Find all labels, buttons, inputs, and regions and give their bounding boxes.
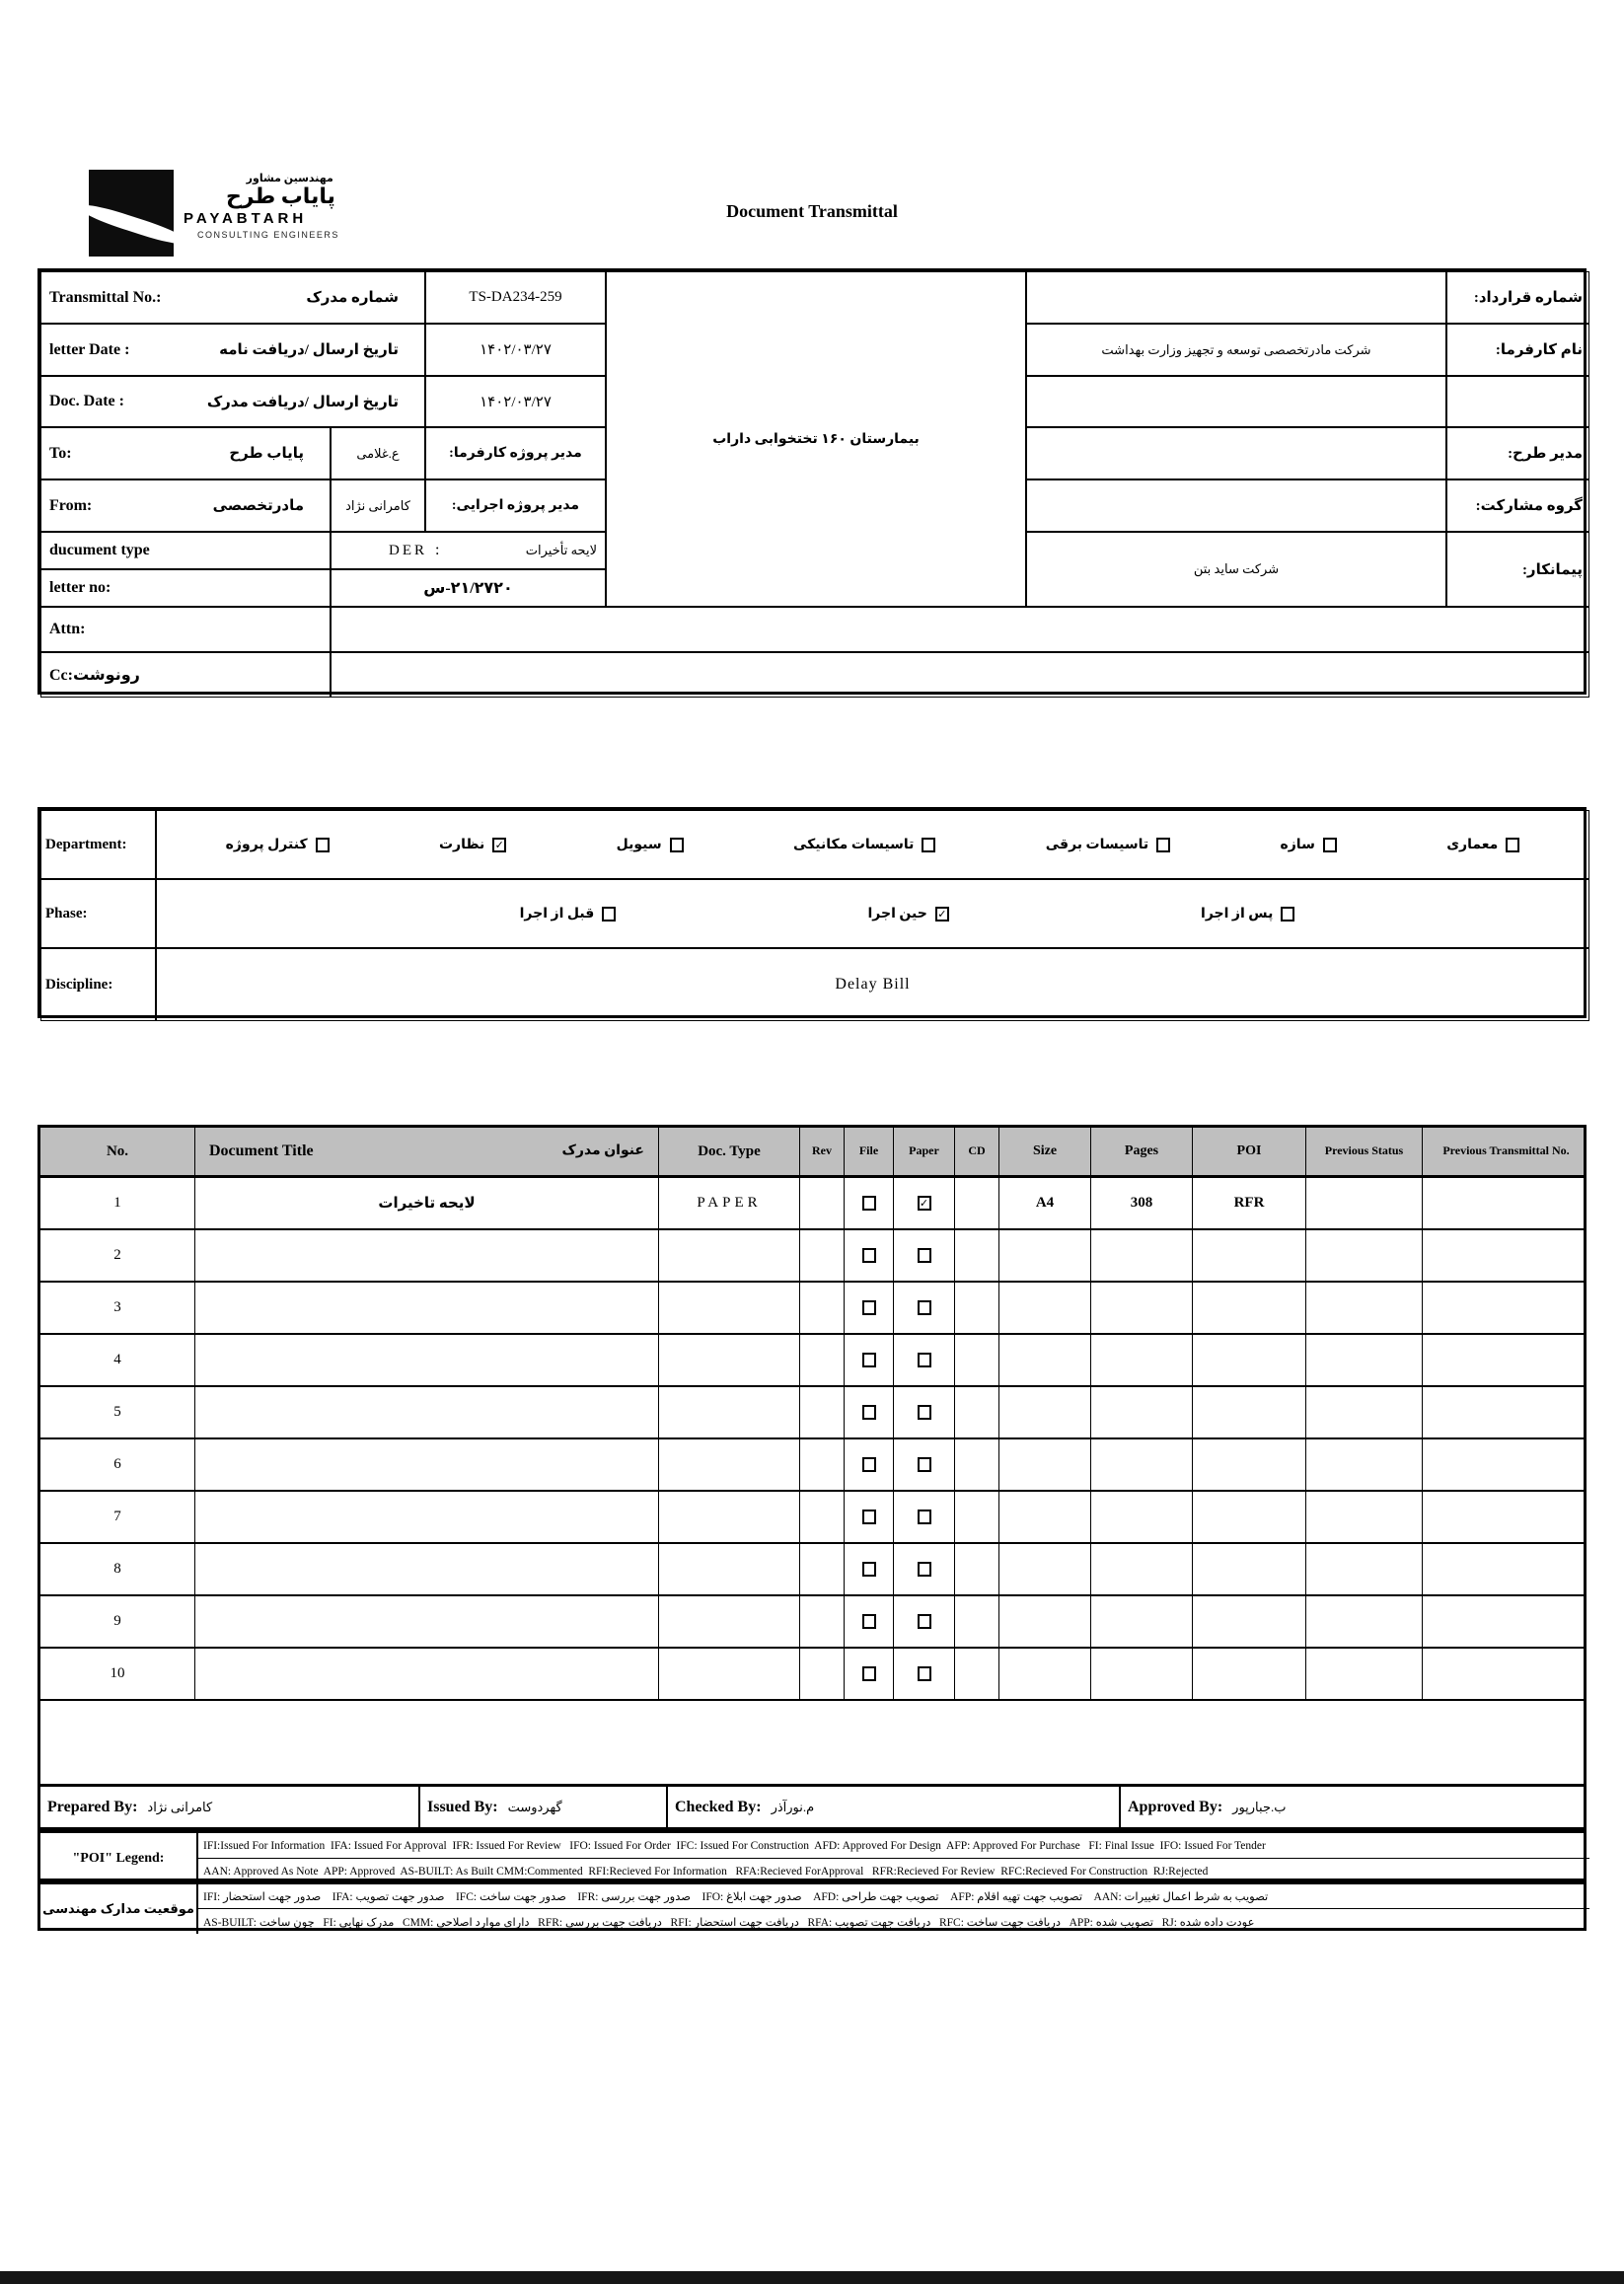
discipline-value: Delay Bill bbox=[156, 948, 1589, 1021]
logo-en-tagline: CONSULTING ENGINEERS bbox=[197, 230, 339, 241]
cell-no: 4 bbox=[40, 1335, 195, 1385]
doc-date-value: ۱۴۰۲/۰۳/۲۷ bbox=[425, 376, 606, 427]
cell-file bbox=[845, 1230, 894, 1281]
file-checkbox[interactable] bbox=[862, 1300, 876, 1315]
cell-doc-type bbox=[659, 1230, 800, 1281]
from-value: مادرتخصصی bbox=[212, 498, 304, 514]
attn-label: Attn: bbox=[40, 607, 331, 652]
phase-checkbox[interactable] bbox=[602, 907, 616, 921]
cell-paper bbox=[894, 1544, 955, 1594]
department-option bbox=[1280, 837, 1336, 853]
cell-rev bbox=[800, 1178, 845, 1228]
to-label: To: bbox=[49, 444, 72, 462]
cell-pages bbox=[1091, 1492, 1193, 1542]
header-pages: Pages bbox=[1091, 1128, 1193, 1175]
department-option-label: کنترل پروژه bbox=[225, 837, 308, 852]
cell-rev bbox=[800, 1335, 845, 1385]
department-option bbox=[1046, 837, 1170, 853]
documents-table-header bbox=[40, 1128, 1584, 1178]
client-name-label: نام کارفرما: bbox=[1446, 324, 1589, 376]
empty-cell bbox=[1026, 376, 1446, 427]
document-row bbox=[40, 1283, 1584, 1335]
transmittal-no-label-fa: شماره مدرک bbox=[306, 290, 399, 306]
document-row bbox=[40, 1230, 1584, 1283]
cell-previous-status bbox=[1306, 1544, 1423, 1594]
department-option-label: سازه bbox=[1280, 837, 1315, 852]
cell-previous-transmittal-no bbox=[1423, 1178, 1589, 1228]
letter-date-label-en: letter Date : bbox=[49, 340, 130, 358]
cell-previous-transmittal-no bbox=[1423, 1492, 1589, 1542]
paper-checkbox[interactable] bbox=[918, 1300, 931, 1315]
file-checkbox[interactable] bbox=[862, 1457, 876, 1472]
phase-option bbox=[520, 906, 617, 922]
paper-checkbox[interactable] bbox=[918, 1353, 931, 1367]
cell-paper bbox=[894, 1387, 955, 1437]
cell-no: 3 bbox=[40, 1283, 195, 1333]
cell-poi bbox=[1193, 1283, 1306, 1333]
paper-checkbox[interactable] bbox=[918, 1248, 931, 1263]
cell-size bbox=[999, 1335, 1091, 1385]
checked-by-name: م.نورآذر bbox=[771, 1799, 815, 1814]
cell-paper bbox=[894, 1596, 955, 1647]
cell-cd bbox=[955, 1596, 999, 1647]
cell-previous-transmittal-no bbox=[1423, 1283, 1589, 1333]
to-cell bbox=[40, 427, 331, 479]
file-checkbox[interactable] bbox=[862, 1510, 876, 1524]
cell-poi bbox=[1193, 1335, 1306, 1385]
cell-paper bbox=[894, 1335, 955, 1385]
approved-by-cell: Approved By: ب.جبارپور bbox=[1128, 1798, 1287, 1815]
header-poi: POI bbox=[1193, 1128, 1306, 1175]
poi-legend bbox=[37, 1830, 1587, 1881]
cell-file bbox=[845, 1544, 894, 1594]
department-checkbox[interactable] bbox=[492, 838, 506, 852]
document-row bbox=[40, 1649, 1584, 1701]
department-checkbox[interactable] bbox=[1323, 838, 1337, 852]
doc-type-colon: : bbox=[435, 542, 440, 558]
cell-document-title bbox=[195, 1596, 659, 1647]
cell-doc-type bbox=[659, 1544, 800, 1594]
cell-previous-transmittal-no bbox=[1423, 1596, 1589, 1647]
cell-paper bbox=[894, 1283, 955, 1333]
letter-no-label: letter no: bbox=[40, 569, 331, 607]
to-value: پایاب طرح bbox=[229, 446, 304, 462]
phase-option-label: پس از اجرا bbox=[1201, 906, 1274, 921]
cell-doc-type bbox=[659, 1492, 800, 1542]
document-row bbox=[40, 1492, 1584, 1544]
poi-legend-line2: AAN: Approved As Note APP: Approved AS-BUILT: As Built CMM:Commented RFI:Recieved For Information RFA:Recieved ForApproval RFR:Recieved For Review RFC:Recieved For Construction RJ:Rejected bbox=[203, 1866, 1209, 1878]
design-manager-label: مدیر طرح: bbox=[1446, 427, 1589, 479]
cell-pages bbox=[1091, 1230, 1193, 1281]
phase-checkbox[interactable] bbox=[1281, 907, 1294, 921]
cell-previous-status bbox=[1306, 1649, 1423, 1699]
cell-previous-transmittal-no bbox=[1423, 1439, 1589, 1490]
phase-option-label: قبل از اجرا bbox=[519, 906, 595, 921]
exec-pm-role-label: مدیر پروژه اجرایی: bbox=[425, 479, 606, 532]
transmittal-info-table bbox=[37, 268, 1587, 695]
classification-table bbox=[37, 807, 1587, 1018]
cell-poi bbox=[1193, 1492, 1306, 1542]
cell-document-title bbox=[195, 1439, 659, 1490]
attn-value-cell bbox=[331, 607, 1589, 652]
cell-pages bbox=[1091, 1387, 1193, 1437]
poi-legend-label: "POI" Legend: bbox=[40, 1833, 198, 1884]
cell-size bbox=[999, 1439, 1091, 1490]
cell-no: 9 bbox=[40, 1596, 195, 1647]
cell-pages bbox=[1091, 1544, 1193, 1594]
contract-no-value-cell bbox=[1026, 271, 1446, 324]
transmittal-no-value: TS-DA234-259 bbox=[425, 271, 606, 324]
cell-rev bbox=[800, 1596, 845, 1647]
cell-document-title bbox=[195, 1387, 659, 1437]
cell-no: 6 bbox=[40, 1439, 195, 1490]
cell-size bbox=[999, 1492, 1091, 1542]
client-name-value: شرکت مادرتخصصی توسعه و تجهیز وزارت بهداشت bbox=[1026, 324, 1446, 376]
cell-previous-transmittal-no bbox=[1423, 1230, 1589, 1281]
cell-previous-transmittal-no bbox=[1423, 1387, 1589, 1437]
header-file: File bbox=[845, 1128, 894, 1175]
checked-by-cell: Checked By: م.نورآذر bbox=[668, 1787, 1121, 1827]
cell-doc-type: PAPER bbox=[659, 1178, 800, 1228]
prepared-by-cell: Prepared By: کامرانی نژاد bbox=[40, 1787, 420, 1827]
cell-pages bbox=[1091, 1439, 1193, 1490]
department-checkbox[interactable] bbox=[1156, 838, 1170, 852]
cell-poi bbox=[1193, 1544, 1306, 1594]
paper-checkbox[interactable] bbox=[918, 1614, 931, 1629]
cell-rev bbox=[800, 1387, 845, 1437]
header-size: Size bbox=[999, 1128, 1091, 1175]
cell-poi bbox=[1193, 1387, 1306, 1437]
doc-date-label-fa: تاریخ ارسال /دریافت مدرک bbox=[206, 394, 399, 410]
cell-cd bbox=[955, 1178, 999, 1228]
cell-poi bbox=[1193, 1596, 1306, 1647]
cell-previous-status bbox=[1306, 1283, 1423, 1333]
department-checkbox[interactable] bbox=[316, 838, 330, 852]
cell-document-title: لایحه تاخیرات bbox=[195, 1178, 659, 1228]
cell-file bbox=[845, 1596, 894, 1647]
paper-checkbox[interactable] bbox=[918, 1196, 931, 1211]
cell-no: 1 bbox=[40, 1178, 195, 1228]
department-option bbox=[1446, 837, 1519, 853]
issued-by-name: گهردوست bbox=[507, 1799, 562, 1814]
cell-doc-type bbox=[659, 1439, 800, 1490]
exec-pm-name: کامرانی نژاد bbox=[331, 479, 425, 532]
cell-document-title bbox=[195, 1649, 659, 1699]
client-pm-role-label: مدیر پروژه کارفرما: bbox=[425, 427, 606, 479]
cell-rev bbox=[800, 1283, 845, 1333]
cell-paper bbox=[894, 1178, 955, 1228]
cell-poi bbox=[1193, 1649, 1306, 1699]
cell-poi: RFR bbox=[1193, 1178, 1306, 1228]
cell-paper bbox=[894, 1492, 955, 1542]
cell-cd bbox=[955, 1544, 999, 1594]
design-manager-value-cell bbox=[1026, 427, 1446, 479]
cell-doc-type bbox=[659, 1387, 800, 1437]
cell-file bbox=[845, 1178, 894, 1228]
letter-date-value: ۱۴۰۲/۰۳/۲۷ bbox=[425, 324, 606, 376]
cell-previous-status bbox=[1306, 1439, 1423, 1490]
poi-legend-line1: IFI:Issued For Information IFA: Issued For Approval IFR: Issued For Review IFO: Issued For Order IFC: Issued For Construction AFD: Approved For Design AFP: Approved For Purchase FI: Final Issue IFO: Issued For Tender bbox=[198, 1833, 1589, 1859]
cell-pages bbox=[1091, 1283, 1193, 1333]
department-option bbox=[226, 837, 330, 853]
doc-date-label-en: Doc. Date : bbox=[49, 393, 124, 409]
cell-previous-status bbox=[1306, 1335, 1423, 1385]
cell-document-title bbox=[195, 1335, 659, 1385]
document-row bbox=[40, 1596, 1584, 1649]
doc-type-fa: لایحه تأخیرات bbox=[525, 543, 597, 557]
cell-pages: 308 bbox=[1091, 1178, 1193, 1228]
file-checkbox[interactable] bbox=[862, 1405, 876, 1420]
cell-no: 8 bbox=[40, 1544, 195, 1594]
cell-cd bbox=[955, 1230, 999, 1281]
cell-no: 2 bbox=[40, 1230, 195, 1281]
cell-doc-type bbox=[659, 1335, 800, 1385]
cell-file bbox=[845, 1387, 894, 1437]
department-option-label: تاسیسات مکانیکی bbox=[792, 837, 915, 852]
cell-doc-type bbox=[659, 1596, 800, 1647]
empty-cell bbox=[1446, 376, 1589, 427]
cell-pages bbox=[1091, 1596, 1193, 1647]
cell-poi bbox=[1193, 1230, 1306, 1281]
cell-previous-transmittal-no bbox=[1423, 1544, 1589, 1594]
cell-previous-transmittal-no bbox=[1423, 1335, 1589, 1385]
letter-date-label-fa: تاریخ ارسال /دریافت نامه bbox=[219, 342, 399, 358]
cell-size bbox=[999, 1596, 1091, 1647]
cell-document-title bbox=[195, 1283, 659, 1333]
contract-no-label: شماره قرارداد: bbox=[1446, 271, 1589, 324]
transmittal-no-label-cell bbox=[40, 271, 425, 324]
header-document-title: Document Title عنوان مدرک bbox=[195, 1128, 659, 1175]
header-rev: Rev bbox=[800, 1128, 845, 1175]
cell-poi bbox=[1193, 1439, 1306, 1490]
logo-en-name: PAYABTARH bbox=[184, 210, 308, 228]
logo-fa-name: پایاب طرح bbox=[225, 184, 335, 208]
department-checkbox[interactable] bbox=[922, 838, 935, 852]
from-label: From: bbox=[49, 496, 93, 514]
file-checkbox[interactable] bbox=[862, 1562, 876, 1577]
cell-previous-status bbox=[1306, 1492, 1423, 1542]
department-option-label: معماری bbox=[1446, 837, 1499, 852]
department-checkbox[interactable] bbox=[1506, 838, 1519, 852]
cell-file bbox=[845, 1649, 894, 1699]
department-option bbox=[439, 837, 506, 853]
paper-checkbox[interactable] bbox=[918, 1510, 931, 1524]
documents-table bbox=[37, 1125, 1587, 1808]
cell-doc-type bbox=[659, 1283, 800, 1333]
document-row bbox=[40, 1335, 1584, 1387]
cell-paper bbox=[894, 1230, 955, 1281]
page-bottom-bar bbox=[0, 2271, 1624, 2284]
document-row bbox=[40, 1178, 1584, 1230]
project-name-cell: بیمارستان ۱۶۰ تختخوابی داراب bbox=[606, 271, 1026, 607]
phase-label-cell: Phase: bbox=[40, 879, 156, 948]
cell-rev bbox=[800, 1439, 845, 1490]
department-option-label: تاسیسات برقی bbox=[1045, 837, 1149, 852]
phase-option-label: حین اجرا bbox=[867, 906, 927, 921]
cell-cd bbox=[955, 1492, 999, 1542]
document-row bbox=[40, 1439, 1584, 1492]
cell-rev bbox=[800, 1544, 845, 1594]
contractor-value: شرکت ساید بتن bbox=[1026, 532, 1446, 607]
phase-option bbox=[1201, 906, 1294, 922]
doc-type-code: DER bbox=[389, 543, 427, 558]
header-previous-transmittal-no: Previous Transmittal No. bbox=[1442, 1143, 1570, 1158]
letter-date-label-cell bbox=[40, 324, 425, 376]
paper-checkbox[interactable] bbox=[918, 1457, 931, 1472]
fa-legend-line1: IFI: صدور جهت استحضار IFA: صدور جهت تصویب IFC: صدور جهت ساخت IFR: صدور جهت بررسی IFO: صدور جهت ابلاغ AFD: تصویب جهت طراحی AFP: تصویب جهت تهیه اقلام AAN: تصویب به شرط اعمال تغییرات bbox=[198, 1884, 1589, 1909]
cell-no: 7 bbox=[40, 1492, 195, 1542]
cell-document-title bbox=[195, 1230, 659, 1281]
cell-cd bbox=[955, 1387, 999, 1437]
signature-row bbox=[37, 1784, 1587, 1830]
fa-legend bbox=[37, 1881, 1587, 1931]
department-options-row bbox=[156, 810, 1589, 879]
jv-group-label: گروه مشارکت: bbox=[1446, 479, 1589, 532]
fa-legend-label: موقعیت مدارک مهندسی bbox=[40, 1884, 198, 1934]
cell-previous-status bbox=[1306, 1178, 1423, 1228]
cell-file bbox=[845, 1335, 894, 1385]
cell-previous-status bbox=[1306, 1596, 1423, 1647]
prepared-by-name: کامرانی نژاد bbox=[147, 1799, 213, 1814]
approved-by-name: ب.جبارپور bbox=[1232, 1799, 1287, 1814]
transmittal-no-label-en: Transmittal No.: bbox=[49, 288, 162, 306]
department-option bbox=[793, 837, 935, 853]
phase-option bbox=[867, 906, 948, 922]
contractor-label: پیمانکار: bbox=[1446, 532, 1589, 607]
file-checkbox[interactable] bbox=[862, 1614, 876, 1629]
cc-label: Cc:رونوشت bbox=[40, 652, 331, 698]
fa-legend-line2: AS-BUILT: چون ساخت FI: مدرک نهایی CMM: دارای موارد اصلاحی RFR: دریافت جهت بررسی RFI: دریافت جهت استحضار RFA: دریافت جهت تصویب RFC: دریافت جهت ساخت APP: تصویب شده RJ: عودت داده شده bbox=[203, 1916, 1255, 1929]
jv-group-value-cell bbox=[1026, 479, 1446, 532]
doc-date-label-cell bbox=[40, 376, 425, 427]
letter-no-value: ۲۱/۲۷۲۰-س bbox=[331, 569, 606, 607]
phase-options-row bbox=[156, 879, 1589, 948]
cell-rev bbox=[800, 1230, 845, 1281]
file-checkbox[interactable] bbox=[862, 1248, 876, 1263]
cell-paper bbox=[894, 1649, 955, 1699]
header-previous-status: Previous Status bbox=[1306, 1128, 1423, 1175]
department-option-label: نظارت bbox=[438, 837, 485, 852]
document-row bbox=[40, 1387, 1584, 1439]
department-label-cell: Department: bbox=[40, 810, 156, 879]
department-checkbox[interactable] bbox=[670, 838, 684, 852]
cell-size bbox=[999, 1283, 1091, 1333]
document-row bbox=[40, 1544, 1584, 1596]
cell-cd bbox=[955, 1649, 999, 1699]
page-title: Document Transmittal bbox=[726, 201, 898, 221]
phase-checkbox[interactable] bbox=[935, 907, 949, 921]
cell-size bbox=[999, 1387, 1091, 1437]
cell-paper bbox=[894, 1439, 955, 1490]
department-option bbox=[617, 837, 684, 853]
cell-no: 10 bbox=[40, 1649, 195, 1699]
cell-document-title bbox=[195, 1492, 659, 1542]
cell-cd bbox=[955, 1335, 999, 1385]
cell-previous-transmittal-no bbox=[1423, 1649, 1589, 1699]
cell-document-title bbox=[195, 1544, 659, 1594]
cell-pages bbox=[1091, 1649, 1193, 1699]
cc-value-cell bbox=[331, 652, 1589, 698]
cell-previous-status bbox=[1306, 1387, 1423, 1437]
header-paper: Paper bbox=[894, 1128, 955, 1175]
paper-checkbox[interactable] bbox=[918, 1405, 931, 1420]
department-option-label: سیویل bbox=[616, 837, 662, 852]
document-type-value-cell bbox=[331, 532, 606, 569]
cell-file bbox=[845, 1492, 894, 1542]
cell-doc-type bbox=[659, 1649, 800, 1699]
header-doc-type: Doc. Type bbox=[659, 1128, 800, 1175]
issued-by-cell: Issued By: گهردوست bbox=[420, 1787, 668, 1827]
cell-size: A4 bbox=[999, 1178, 1091, 1228]
cell-no: 5 bbox=[40, 1387, 195, 1437]
cell-cd bbox=[955, 1439, 999, 1490]
document-type-label: ducument type bbox=[40, 532, 331, 569]
cell-size bbox=[999, 1649, 1091, 1699]
cell-previous-status bbox=[1306, 1230, 1423, 1281]
cell-cd bbox=[955, 1283, 999, 1333]
logo-fa-tagline: مهندسین مشاور bbox=[246, 173, 333, 184]
header-no: No. bbox=[40, 1128, 195, 1175]
discipline-label-cell: Discipline: bbox=[40, 948, 156, 1021]
paper-checkbox[interactable] bbox=[918, 1562, 931, 1577]
file-checkbox[interactable] bbox=[862, 1196, 876, 1211]
file-checkbox[interactable] bbox=[862, 1353, 876, 1367]
header-cd: CD bbox=[955, 1128, 999, 1175]
file-checkbox[interactable] bbox=[862, 1666, 876, 1681]
documents-table-body bbox=[40, 1178, 1584, 1701]
cell-size bbox=[999, 1230, 1091, 1281]
doc-type-code-wrap bbox=[389, 542, 439, 559]
cell-size bbox=[999, 1544, 1091, 1594]
from-cell bbox=[40, 479, 331, 532]
cell-file bbox=[845, 1439, 894, 1490]
paper-checkbox[interactable] bbox=[918, 1666, 931, 1681]
cell-rev bbox=[800, 1492, 845, 1542]
cell-pages bbox=[1091, 1335, 1193, 1385]
client-pm-name: ع.غلامی bbox=[331, 427, 425, 479]
cell-file bbox=[845, 1283, 894, 1333]
cell-rev bbox=[800, 1649, 845, 1699]
